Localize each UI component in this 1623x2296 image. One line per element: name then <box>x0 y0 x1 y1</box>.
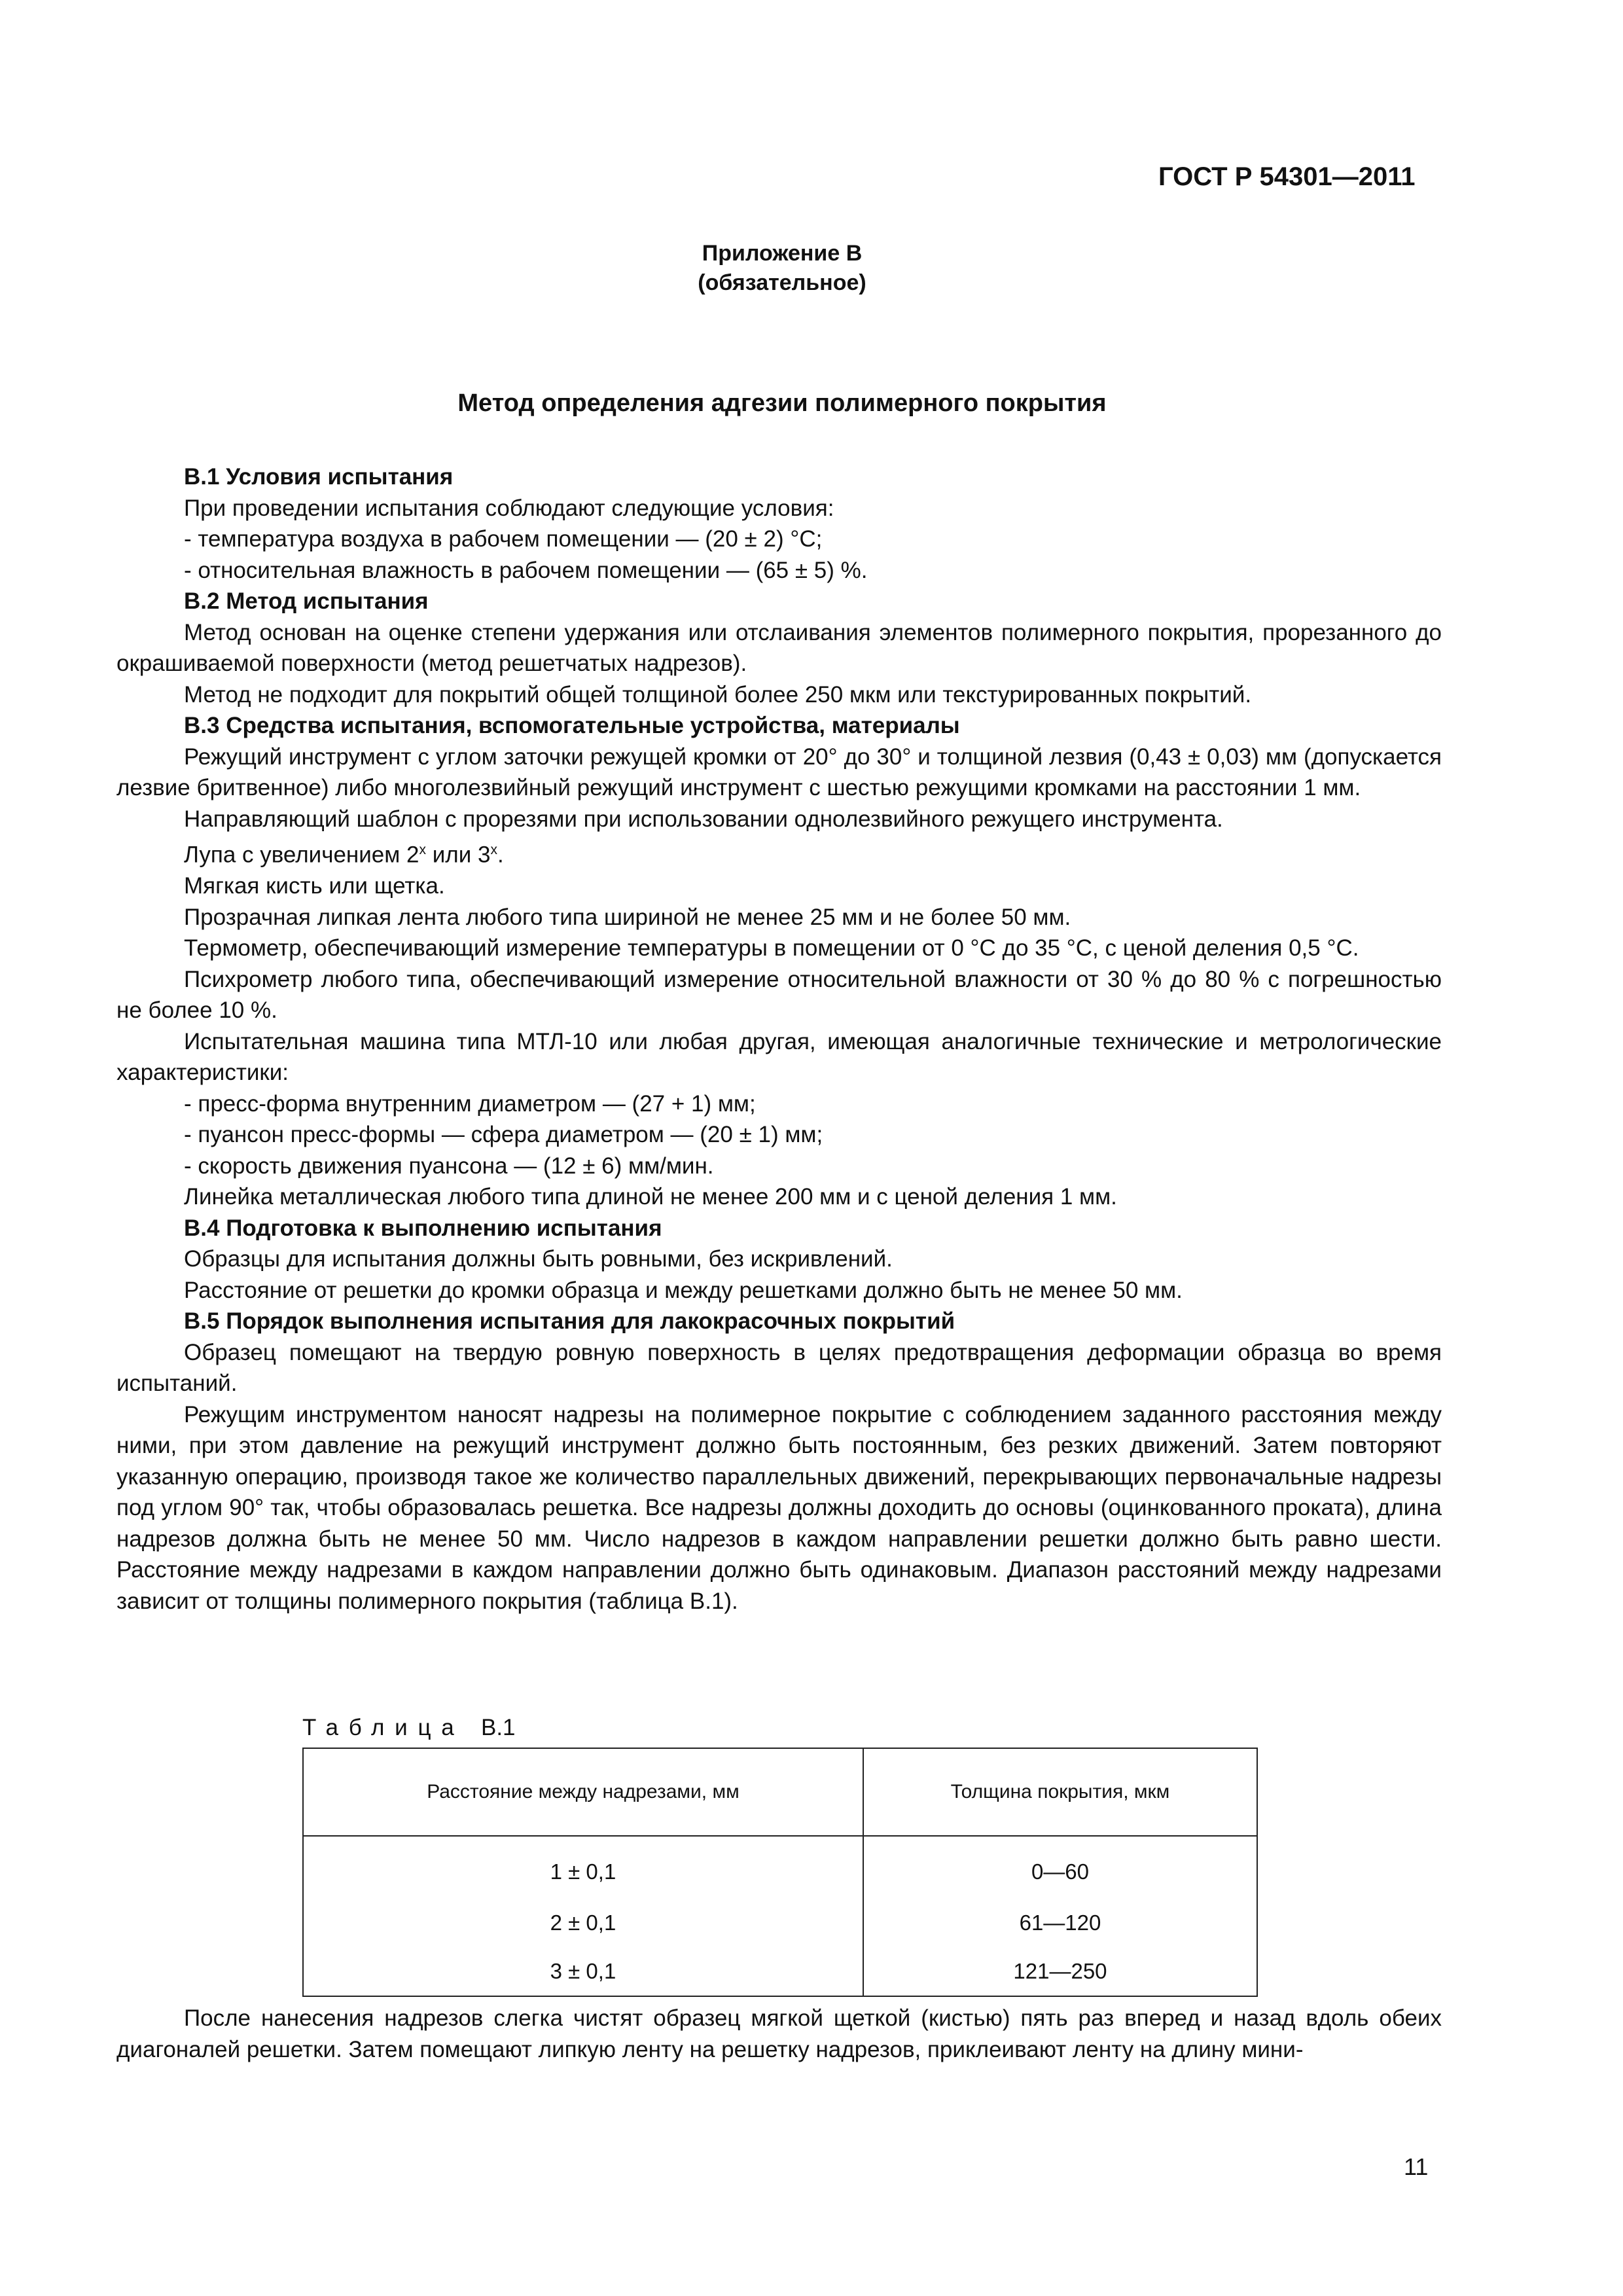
table-header-cell: Расстояние между надрезами, мм <box>303 1748 863 1836</box>
paragraph: Прозрачная липкая лента любого типа шириной не менее 25 мм и не более 50 мм. <box>184 904 1071 930</box>
superscript: х <box>419 842 427 857</box>
table-header-cell: Толщина покрытия, мкм <box>863 1748 1257 1836</box>
paragraph: Метод не подходит для покрытий общей толщиной более 250 мкм или текстурированных покрытий. <box>184 681 1252 708</box>
table-cell: 61—120 <box>863 1899 1257 1947</box>
document-body <box>116 461 1442 1617</box>
page-number: 11 <box>1404 2153 1429 2180</box>
table-cell: 2 ± 0,1 <box>303 1899 863 1947</box>
table-cell: 121—250 <box>863 1947 1257 1996</box>
paragraph: Направляющий шаблон с прорезями при использовании однолезвийного режущего инструмента. <box>184 806 1223 832</box>
document-id: ГОСТ Р 54301—2011 <box>1158 162 1416 191</box>
paragraph: Мягкая кисть или щетка. <box>184 873 445 899</box>
paragraph: Образец помещают на твердую ровную поверхность в целях предотвращения деформации образца во время испытаний. <box>116 1339 1442 1397</box>
table-row <box>303 1947 1257 1996</box>
table-row <box>303 1899 1257 1947</box>
list-item: - температура воздуха в рабочем помещении — (20 ± 2) °С; <box>184 526 823 552</box>
list-item: - скорость движения пуансона — (12 ± 6) мм/мин. <box>184 1153 714 1179</box>
paragraph: Испытательная машина типа МТЛ-10 или любая другая, имеющая аналогичные технические и метрологические характеристики: <box>116 1028 1442 1086</box>
spacing-table <box>302 1748 1258 1997</box>
document-body-continued <box>116 2003 1442 2065</box>
paragraph: Термометр, обеспечивающий измерение температуры в помещении от 0 °С до 35 °С, с ценой деления 0,5 °С. <box>184 935 1359 961</box>
paragraph: Режущий инструмент с углом заточки режущей кромки от 20° до 30° и толщиной лезвия (0,43 ± 0,03) мм (допускается лезвие бритвенное) либо многолезвийный режущий инструмент с шестью режущими кромками на расстоянии 1 мм. <box>116 744 1442 800</box>
paragraph: При проведении испытания соблюдают следующие условия: <box>184 495 834 521</box>
table-cell: 3 ± 0,1 <box>303 1947 863 1996</box>
list-item: - относительная влажность в рабочем помещении — (65 ± 5) %. <box>184 557 868 583</box>
superscript: х <box>490 842 497 857</box>
page-title: Метод определения адгезии полимерного покрытия <box>457 389 1107 417</box>
paragraph-magnifier <box>116 834 1442 870</box>
annex-heading <box>0 239 1564 298</box>
section-heading-b3: В.3 Средства испытания, вспомогательные устройства, материалы <box>184 713 960 738</box>
text-fragment: . <box>497 842 504 868</box>
text-fragment: Лупа с увеличением 2 <box>184 842 419 868</box>
section-heading-b5: В.5 Порядок выполнения испытания для лакокрасочных покрытий <box>184 1308 955 1335</box>
annex-label: Приложение В <box>702 241 863 266</box>
list-item: - пресс-форма внутренним диаметром — (27 + 1) мм; <box>184 1090 756 1117</box>
paragraph: Психрометр любого типа, обеспечивающий измерение относительной влажности от 30 % до 80 % с погрешностью не более 10 %. <box>116 966 1442 1024</box>
list-item: - пуансон пресс-формы — сфера диаметром — (20 ± 1) мм; <box>184 1122 823 1148</box>
paragraph: Расстояние от решетки до кромки образца и между решетками должно быть не менее 50 мм. <box>184 1277 1183 1303</box>
paragraph: После нанесения надрезов слегка чистят образец мягкой щеткой (кистью) пять раз вперед и назад вдоль обеих диагоналей решетки. Затем помещают липкую ленту на решетку надрезов, приклеивают ленту на длину мини- <box>116 2005 1442 2062</box>
section-heading-b4: В.4 Подготовка к выполнению испытания <box>184 1215 662 1241</box>
table-row <box>303 1836 1257 1899</box>
section-heading-b1: В.1 Условия испытания <box>184 464 454 490</box>
paragraph: Режущим инструментом наносят надрезы на полимерное покрытие с соблюдением заданного расстояния между ними, при этом давление на режущий инструмент должно быть постоянным, без резких движений. Затем повторяют указанную операцию, производя такое же количество параллельных движений, перекрывающих первоначальные надрезы под углом 90° так, чтобы образовалась решетка. Все надрезы должны доходить до основы (оцинкованного проката), длина надрезов должна быть не менее 50 мм. Число надрезов в каждом направлении решетки должно быть равно шести. Расстояние между надрезами в каждом направлении должно быть одинаковым. Диапазон расстояний между надрезами зависит от толщины полимерного покрытия (таблица В.1). <box>116 1401 1442 1614</box>
annex-status: (обязательное) <box>698 270 866 295</box>
table-caption-number: В.1 <box>480 1715 516 1740</box>
table-caption <box>302 1715 516 1741</box>
table-cell: 1 ± 0,1 <box>303 1836 863 1899</box>
paragraph: Метод основан на оценке степени удержания или отслаивания элементов полимерного покрытия, прорезанного до окрашиваемой поверхности (метод решетчатых надрезов). <box>116 619 1442 676</box>
section-heading-b2: В.2 Метод испытания <box>184 588 429 614</box>
paragraph: Образцы для испытания должны быть ровными, без искривлений. <box>184 1246 893 1272</box>
table-cell: 0—60 <box>863 1836 1257 1899</box>
table-header-row <box>303 1748 1257 1836</box>
paragraph: Линейка металлическая любого типа длиной не менее 200 мм и с ценой деления 1 мм. <box>184 1184 1117 1210</box>
text-fragment: или 3 <box>426 842 491 868</box>
table-caption-word: Таблица <box>302 1715 465 1740</box>
